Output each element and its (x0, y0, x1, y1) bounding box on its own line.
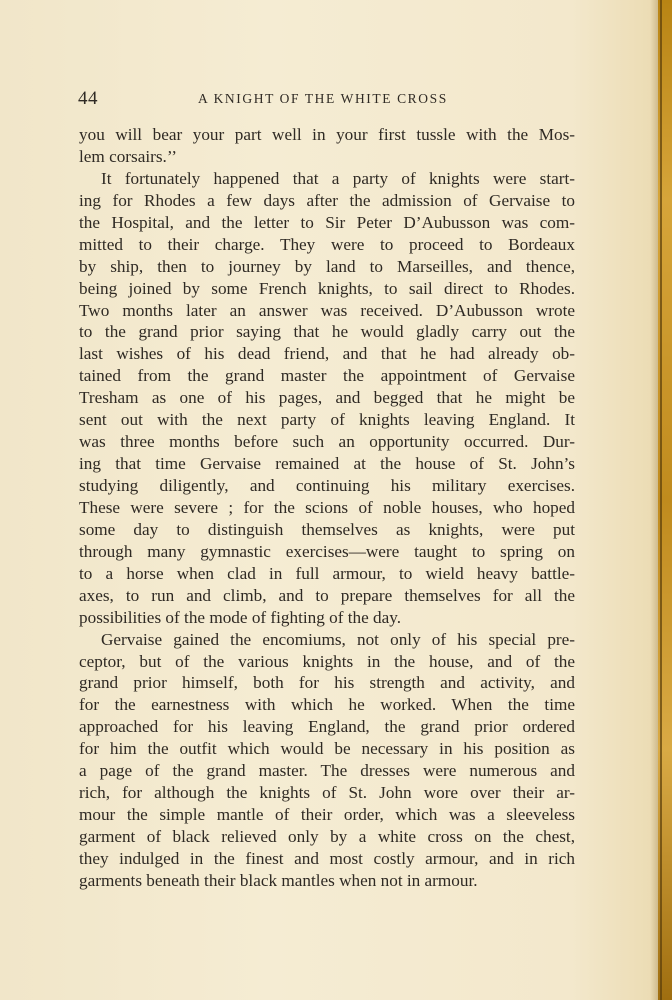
text-line: possibilities of the mode of fighting of the day. (79, 607, 402, 627)
text-line: grand prior himself, both for his strength and activity, and (79, 673, 575, 693)
page-number: 44 (78, 88, 98, 109)
text-line: a page of the grand master. The dresses were numerous and (79, 761, 575, 781)
running-header (78, 88, 576, 110)
text-line: axes, to run and climb, and to prepare themselves for all the (79, 585, 575, 605)
text-line: you will bear your part well in your first tussle with the Mos- (79, 125, 575, 144)
text-line: Two months later an answer was received. D’Aubusson wrote (79, 300, 575, 320)
text-line: studying diligently, and continuing his military exercises. (79, 476, 575, 495)
text-line: tained from the grand master the appointment of Gervaise (79, 366, 575, 386)
text-line: by ship, then to journey by land to Marseilles, and thence, (79, 256, 575, 276)
text-line: Tresham as one of his pages, and begged that he might be (79, 388, 575, 408)
text-line: through many gymnastic exercises—were taught to spring on (79, 541, 575, 561)
text-line: approached for his leaving England, the grand prior ordered (79, 717, 575, 737)
text-line: sent out with the next party of knights leaving England. It (79, 410, 575, 430)
text-line: was three months before such an opportunity occurred. Dur- (79, 432, 575, 452)
spine-fold-line (660, 0, 662, 1000)
text-line: some day to distinguish themselves as knights, were put (79, 519, 575, 539)
text-line: to the grand prior saying that he would gladly carry out the (79, 322, 575, 342)
text-line: they indulged in the finest and most costly armour, and in rich (79, 848, 575, 868)
text-line: ceptor, but of the various knights in the house, and of the (79, 651, 575, 671)
text-line: the Hospital, and the letter to Sir Peter D’Aubusson was com- (79, 212, 575, 232)
body-text (79, 124, 575, 892)
text-line: lem corsairs.’’ (79, 146, 177, 166)
page-edge-shadow (650, 0, 658, 1000)
text-line: It fortunately happened that a party of knights were start- (101, 168, 575, 188)
text-line: mitted to their charge. They were to proceed to Bordeaux (79, 234, 575, 254)
text-line: garments beneath their black mantles when not in armour. (79, 870, 478, 890)
text-line: for him the outfit which would be necessary in his position as (79, 739, 575, 759)
running-title: A KNIGHT OF THE WHITE CROSS (198, 91, 448, 106)
text-line: to a horse when clad in full armour, to wield heavy battle- (79, 563, 575, 583)
text-line: ing for Rhodes a few days after the admission of Gervaise to (79, 190, 575, 210)
text-line: garment of black relieved only by a white cross on the chest, (79, 827, 575, 846)
text-line: last wishes of his dead friend, and that he had already ob- (79, 344, 575, 364)
text-line: rich, for although the knights of St. John wore over their ar- (79, 783, 575, 803)
text-line: mour the simple mantle of their order, which was a sleeveless (79, 805, 575, 825)
text-line: for the earnestness with which he worked. When the time (79, 695, 575, 715)
text-line: ing that time Gervaise remained at the house of St. John’s (79, 454, 575, 474)
text-line: being joined by some French knights, to sail direct to Rhodes. (79, 278, 575, 298)
text-line: Gervaise gained the encomiums, not only of his special pre- (101, 629, 575, 649)
text-line: These were severe ; for the scions of noble houses, who hoped (79, 497, 575, 517)
